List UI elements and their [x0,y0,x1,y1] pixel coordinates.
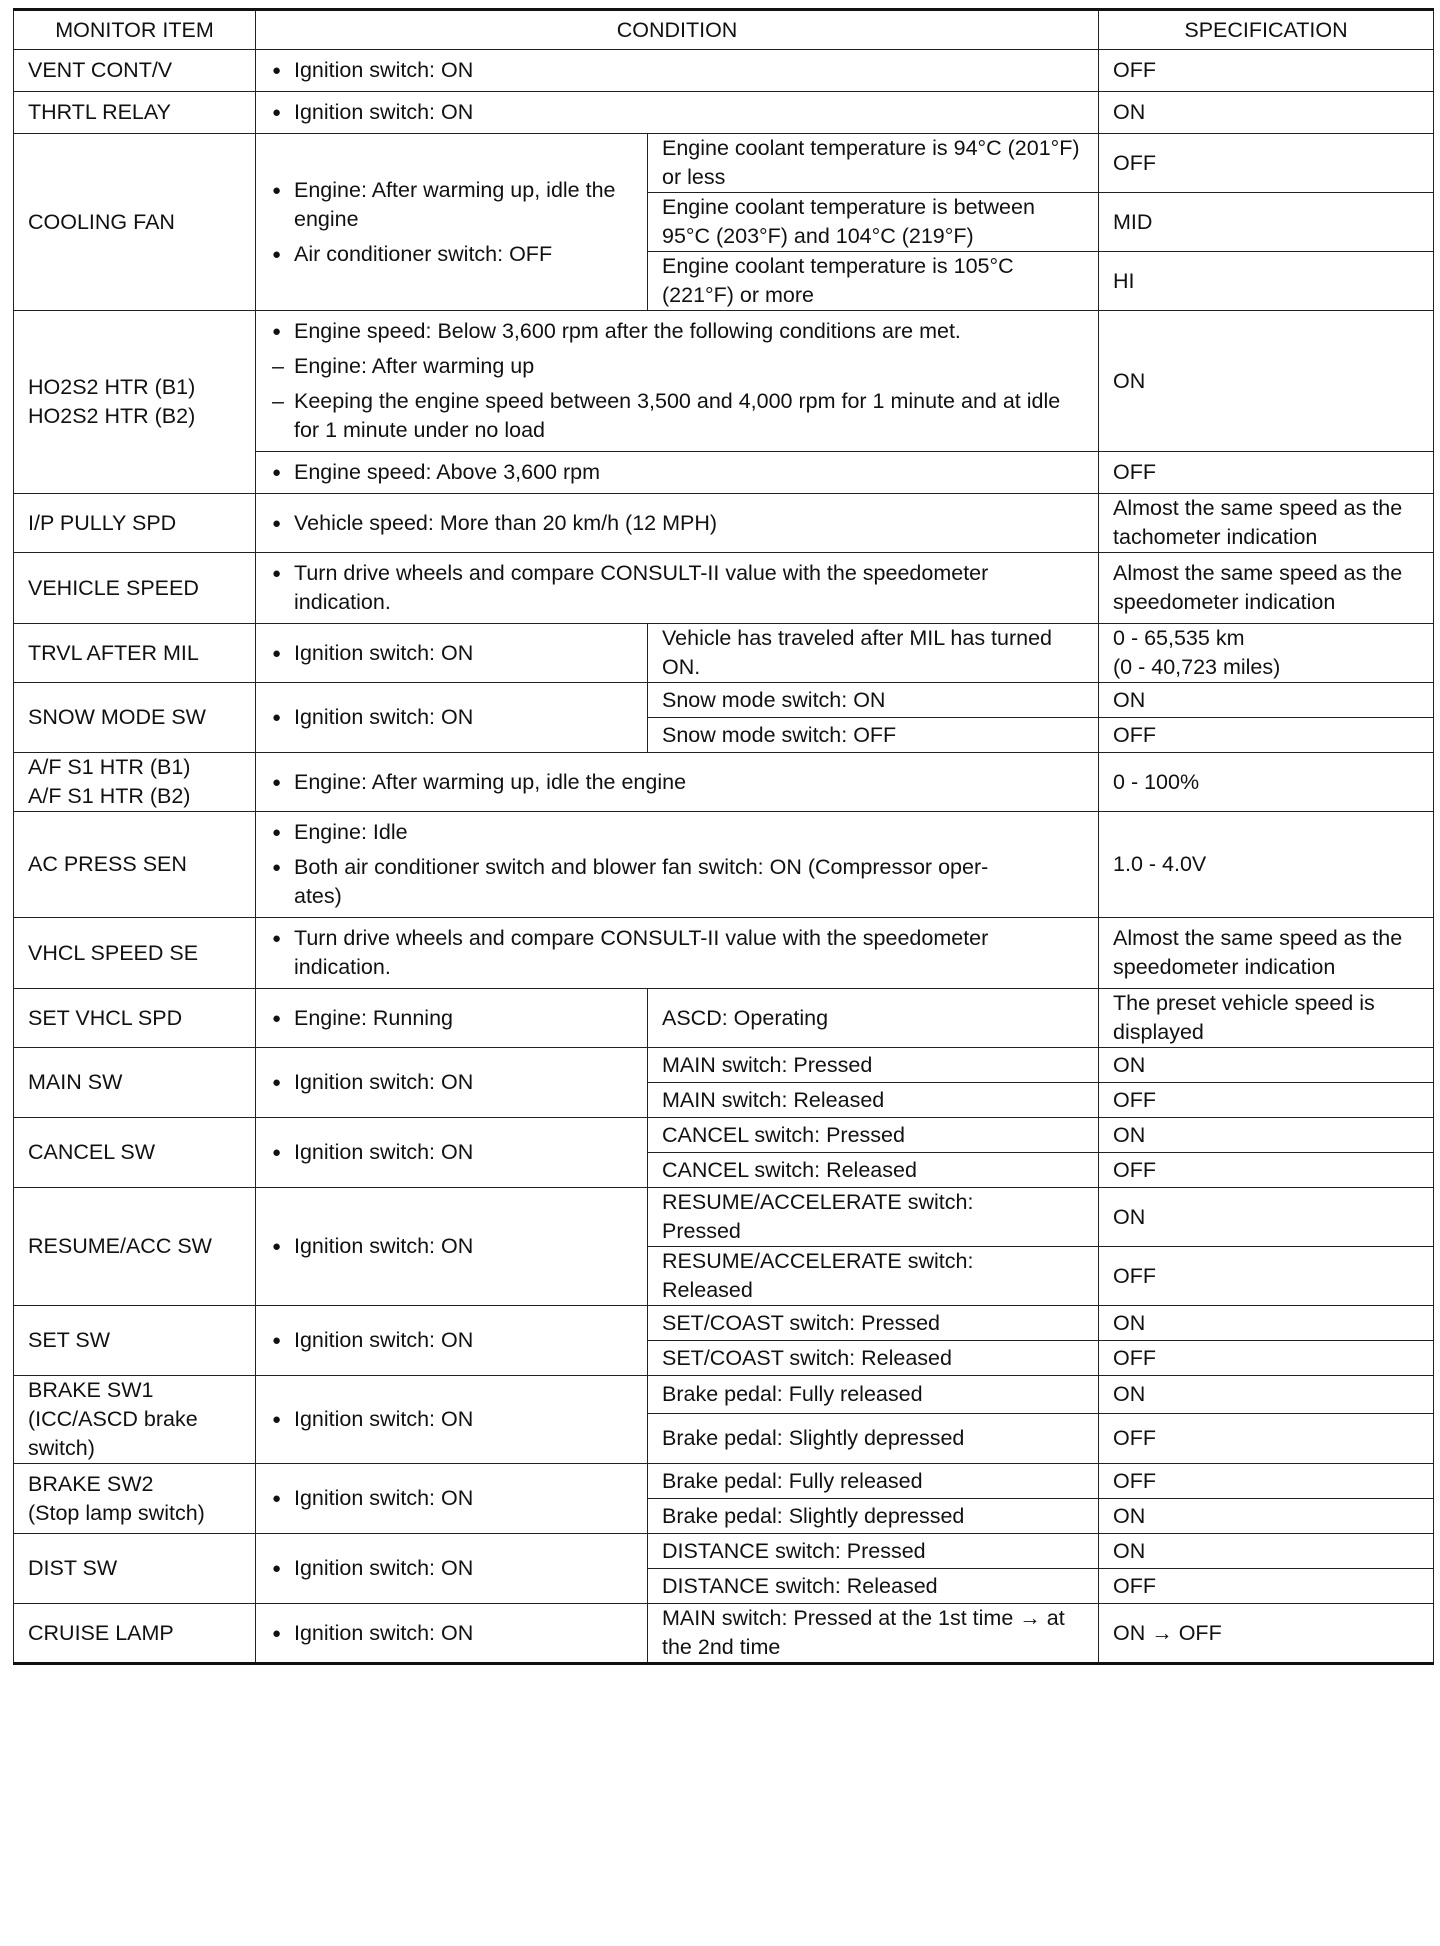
table-row [14,1464,1434,1499]
specification-cell: ON → OFF [1099,1604,1434,1664]
sub-condition-cell: ASCD: Operating [648,989,1099,1048]
condition-cell [256,812,1099,918]
header-specification: SPECIFICATION [1099,10,1434,50]
condition-bullet: ● Engine: After warming up, idle the engine [270,768,1084,797]
specification-cell: 0 - 65,535 km (0 - 40,723 miles) [1099,624,1434,683]
condition-list [270,458,1084,487]
condition-cell [256,624,648,683]
specification-cell: OFF [1099,1569,1434,1604]
sub-condition-cell: Brake pedal: Fully released [648,1464,1099,1499]
monitor-item-cell: SNOW MODE SW [14,683,256,753]
specification-cell: OFF [1099,1247,1434,1306]
condition-cell [256,311,1099,452]
monitor-item-cell: BRAKE SW2 (Stop lamp switch) [14,1464,256,1534]
specification-cell: ON [1099,1306,1434,1341]
monitor-item-cell: BRAKE SW1 (ICC/ASCD brake switch) [14,1376,256,1464]
condition-bullet: ● Ignition switch: ON [270,56,1084,85]
condition-cell [256,1464,648,1534]
sub-condition-cell: SET/COAST switch: Pressed [648,1306,1099,1341]
header-monitor-item: MONITOR ITEM [14,10,256,50]
condition-list [270,317,1084,445]
condition-cell [256,1534,648,1604]
table-row [14,553,1434,624]
table-row [14,918,1434,989]
condition-list [270,1484,633,1513]
specification-cell: MID [1099,193,1434,252]
specification-cell: OFF [1099,1414,1434,1464]
monitor-item-cell: SET VHCL SPD [14,989,256,1048]
monitor-item-cell: MAIN SW [14,1048,256,1118]
monitor-item-cell: SET SW [14,1306,256,1376]
table-header-row [14,10,1434,50]
specification-cell: ON [1099,1534,1434,1569]
condition-bullet: ● Engine: After warming up, idle the engine [270,176,633,234]
specification-cell: OFF [1099,50,1434,92]
condition-bullet: ● Ignition switch: ON [270,639,633,668]
monitor-item-cell: VENT CONT/V [14,50,256,92]
specification-cell: ON [1099,1048,1434,1083]
condition-list [270,1004,633,1033]
condition-list [270,1326,633,1355]
sub-condition-cell: MAIN switch: Pressed [648,1048,1099,1083]
monitor-item-cell: VEHICLE SPEED [14,553,256,624]
sub-condition-cell: SET/COAST switch: Released [648,1341,1099,1376]
table-row [14,1534,1434,1569]
condition-bullet: ● Engine: Idle [270,818,1084,847]
condition-cell [256,1306,648,1376]
table-row [14,1306,1434,1341]
sub-condition-cell: RESUME/ACCELERATE switch: Released [648,1247,1099,1306]
condition-bullet: ● Turn drive wheels and compare CONSULT-II value with the speedometer indication. [270,924,1084,982]
condition-bullet: ● Both air conditioner switch and blower fan switch: ON (Compressor oper- ates) [270,853,1084,911]
monitor-item-cell: VHCL SPEED SE [14,918,256,989]
condition-bullet: ● Turn drive wheels and compare CONSULT-II value with the speedometer indication. [270,559,1084,617]
specification-cell: Almost the same speed as the speedometer indication [1099,553,1434,624]
condition-list [270,98,1084,127]
condition-subpoint: – Engine: After warming up [270,352,1084,381]
condition-list [270,1138,633,1167]
specification-cell: Almost the same speed as the tachometer indication [1099,494,1434,553]
table-row [14,50,1434,92]
monitor-item-cell: THRTL RELAY [14,92,256,134]
condition-cell [256,753,1099,812]
specification-cell: Almost the same speed as the speedometer indication [1099,918,1434,989]
specification-cell: OFF [1099,1464,1434,1499]
condition-list [270,1619,633,1648]
condition-bullet: ● Ignition switch: ON [270,1232,633,1261]
specification-cell: ON [1099,1499,1434,1534]
monitor-item-cell: A/F S1 HTR (B1) A/F S1 HTR (B2) [14,753,256,812]
specification-cell: HI [1099,252,1434,311]
sub-condition-cell: DISTANCE switch: Released [648,1569,1099,1604]
sub-condition-cell: Brake pedal: Slightly depressed [648,1414,1099,1464]
condition-bullet: ● Vehicle speed: More than 20 km/h (12 MPH) [270,509,1084,538]
condition-cell [256,553,1099,624]
condition-bullet: ● Engine speed: Below 3,600 rpm after the following conditions are met. [270,317,1084,346]
table-row [14,494,1434,553]
table-row [14,134,1434,193]
table-row [14,1376,1434,1414]
table-row [14,1048,1434,1083]
sub-condition-cell: Brake pedal: Fully released [648,1376,1099,1414]
sub-condition-cell: Brake pedal: Slightly depressed [648,1499,1099,1534]
condition-list [270,509,1084,538]
condition-list [270,639,633,668]
monitor-item-cell: HO2S2 HTR (B1) HO2S2 HTR (B2) [14,311,256,494]
specification-cell: OFF [1099,1153,1434,1188]
condition-bullet: ● Ignition switch: ON [270,1405,633,1434]
specification-cell: OFF [1099,452,1434,494]
condition-subpoint: – Keeping the engine speed between 3,500 and 4,000 rpm for 1 minute and at idle for 1 minute under no load [270,387,1084,445]
condition-bullet: ● Ignition switch: ON [270,98,1084,127]
monitor-item-cell: TRVL AFTER MIL [14,624,256,683]
monitor-item-cell: RESUME/ACC SW [14,1188,256,1306]
condition-bullet: ● Air conditioner switch: OFF [270,240,633,269]
specification-cell: ON [1099,311,1434,452]
sub-condition-cell: Engine coolant temperature is 105°C (221°F) or more [648,252,1099,311]
condition-list [270,818,1084,911]
condition-cell [256,1188,648,1306]
condition-cell [256,134,648,311]
sub-condition-cell: Engine coolant temperature is between 95°C (203°F) and 104°C (219°F) [648,193,1099,252]
specification-cell: 0 - 100% [1099,753,1434,812]
condition-cell [256,452,1099,494]
condition-bullet: ● Ignition switch: ON [270,1326,633,1355]
condition-list [270,703,633,732]
condition-bullet: ● Ignition switch: ON [270,1138,633,1167]
header-condition: CONDITION [256,10,1099,50]
specification-cell: 1.0 - 4.0V [1099,812,1434,918]
specification-cell: OFF [1099,1341,1434,1376]
condition-cell [256,683,648,753]
sub-condition-cell: CANCEL switch: Released [648,1153,1099,1188]
condition-cell [256,50,1099,92]
specification-cell: OFF [1099,1083,1434,1118]
condition-list [270,768,1084,797]
sub-condition-cell: Engine coolant temperature is 94°C (201°F) or less [648,134,1099,193]
condition-bullet: ● Ignition switch: ON [270,1619,633,1648]
specification-cell: The preset vehicle speed is displayed [1099,989,1434,1048]
monitor-item-cell: AC PRESS SEN [14,812,256,918]
sub-condition-cell: RESUME/ACCELERATE switch: Pressed [648,1188,1099,1247]
table-row [14,1188,1434,1247]
table-row [14,683,1434,718]
table-row [14,753,1434,812]
condition-bullet: ● Ignition switch: ON [270,1484,633,1513]
condition-list [270,176,633,269]
condition-list [270,924,1084,982]
condition-cell [256,1376,648,1464]
specification-cell: ON [1099,683,1434,718]
monitor-item-cell: COOLING FAN [14,134,256,311]
table-row [14,624,1434,683]
sub-condition-cell: MAIN switch: Pressed at the 1st time → at the 2nd time [648,1604,1099,1664]
table-row [14,812,1434,918]
condition-cell [256,92,1099,134]
condition-list [270,1554,633,1583]
table-row [14,311,1434,452]
table-row [14,1118,1434,1153]
table-row [14,92,1434,134]
condition-cell [256,1604,648,1664]
sub-condition-cell: DISTANCE switch: Pressed [648,1534,1099,1569]
condition-bullet: ● Ignition switch: ON [270,1554,633,1583]
condition-bullet: ● Engine: Running [270,1004,633,1033]
specification-cell: ON [1099,92,1434,134]
specification-cell: OFF [1099,134,1434,193]
monitor-item-cell: I/P PULLY SPD [14,494,256,553]
condition-cell [256,989,648,1048]
sub-condition-cell: MAIN switch: Released [648,1083,1099,1118]
condition-bullet: ● Engine speed: Above 3,600 rpm [270,458,1084,487]
monitor-item-cell: DIST SW [14,1534,256,1604]
condition-list [270,1232,633,1261]
specification-cell: ON [1099,1188,1434,1247]
condition-bullet: ● Ignition switch: ON [270,1068,633,1097]
specification-cell: ON [1099,1376,1434,1414]
condition-cell [256,1118,648,1188]
condition-cell [256,1048,648,1118]
sub-condition-cell: Snow mode switch: OFF [648,718,1099,753]
monitor-item-cell: CRUISE LAMP [14,1604,256,1664]
sub-condition-cell: Snow mode switch: ON [648,683,1099,718]
condition-bullet: ● Ignition switch: ON [270,703,633,732]
monitor-item-cell: CANCEL SW [14,1118,256,1188]
condition-list [270,559,1084,617]
specification-cell: ON [1099,1118,1434,1153]
condition-cell [256,494,1099,553]
table-row [14,1604,1434,1664]
condition-list [270,1405,633,1434]
specification-cell: OFF [1099,718,1434,753]
condition-list [270,1068,633,1097]
table-row [14,989,1434,1048]
condition-cell [256,918,1099,989]
monitor-spec-table [13,8,1434,1665]
sub-condition-cell: CANCEL switch: Pressed [648,1118,1099,1153]
condition-list [270,56,1084,85]
sub-condition-cell: Vehicle has traveled after MIL has turned ON. [648,624,1099,683]
